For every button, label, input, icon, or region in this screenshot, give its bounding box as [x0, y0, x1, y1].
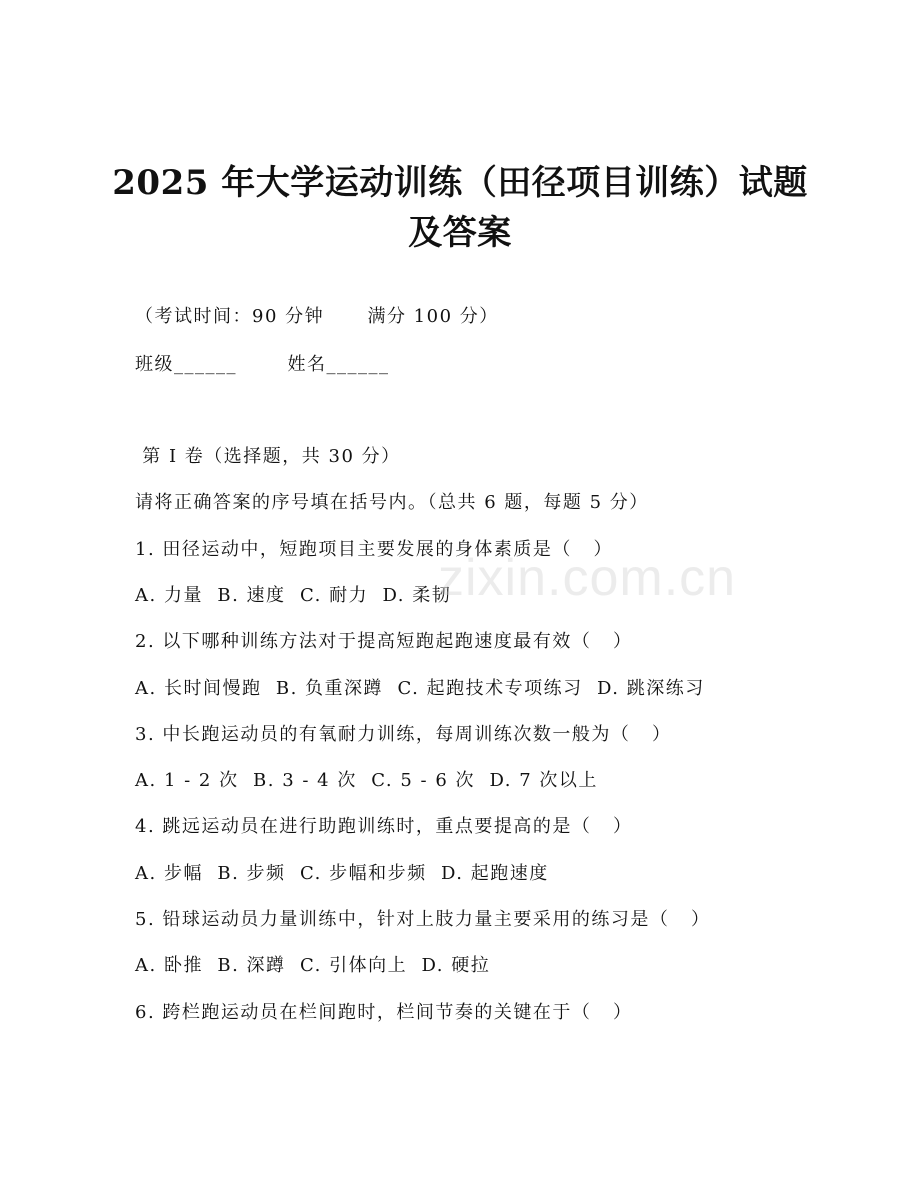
student-fields: 班级______ 姓名______	[135, 354, 390, 375]
question-1-options: A. 力量 B. 速度 C. 耐力 D. 柔韧	[135, 585, 452, 606]
question-6-stem: 6. 跨栏跑运动员在栏间跑时，栏间节奏的关键在于（ ）	[135, 1002, 633, 1023]
title-line-1: 2025 年大学运动训练（田径项目训练）试题	[112, 163, 808, 203]
title-line-2: 及答案	[408, 213, 512, 253]
question-3-stem: 3. 中长跑运动员的有氧耐力训练，每周训练次数一般为（ ）	[135, 724, 672, 745]
exam-info: （考试时间：90 分钟 满分 100 分）	[135, 306, 499, 327]
question-4-options: A. 步幅 B. 步频 C. 步幅和步频 D. 起跑速度	[135, 863, 549, 884]
question-5-options: A. 卧推 B. 深蹲 C. 引体向上 D. 硬拉	[135, 955, 491, 976]
watermark: zixin.com.cn	[438, 549, 737, 607]
question-5-stem: 5. 铅球运动员力量训练中，针对上肢力量主要采用的练习是（ ）	[135, 909, 711, 930]
section-instruction: 请将正确答案的序号填在括号内。（总共 6 题，每题 5 分）	[135, 492, 649, 513]
question-2-options: A. 长时间慢跑 B. 负重深蹲 C. 起跑技术专项练习 D. 跳深练习	[135, 678, 705, 699]
question-3-options: A. 1 - 2 次 B. 3 - 4 次 C. 5 - 6 次 D. 7 次以上	[135, 770, 598, 791]
question-1-stem: 1. 田径运动中，短跑项目主要发展的身体素质是（ ）	[135, 539, 614, 560]
question-4-stem: 4. 跳远运动员在进行助跑训练时，重点要提高的是（ ）	[135, 816, 633, 837]
section-heading: 第 I 卷（选择题，共 30 分）	[135, 446, 401, 467]
question-2-stem: 2. 以下哪种训练方法对于提高短跑起跑速度最有效（ ）	[135, 631, 633, 652]
